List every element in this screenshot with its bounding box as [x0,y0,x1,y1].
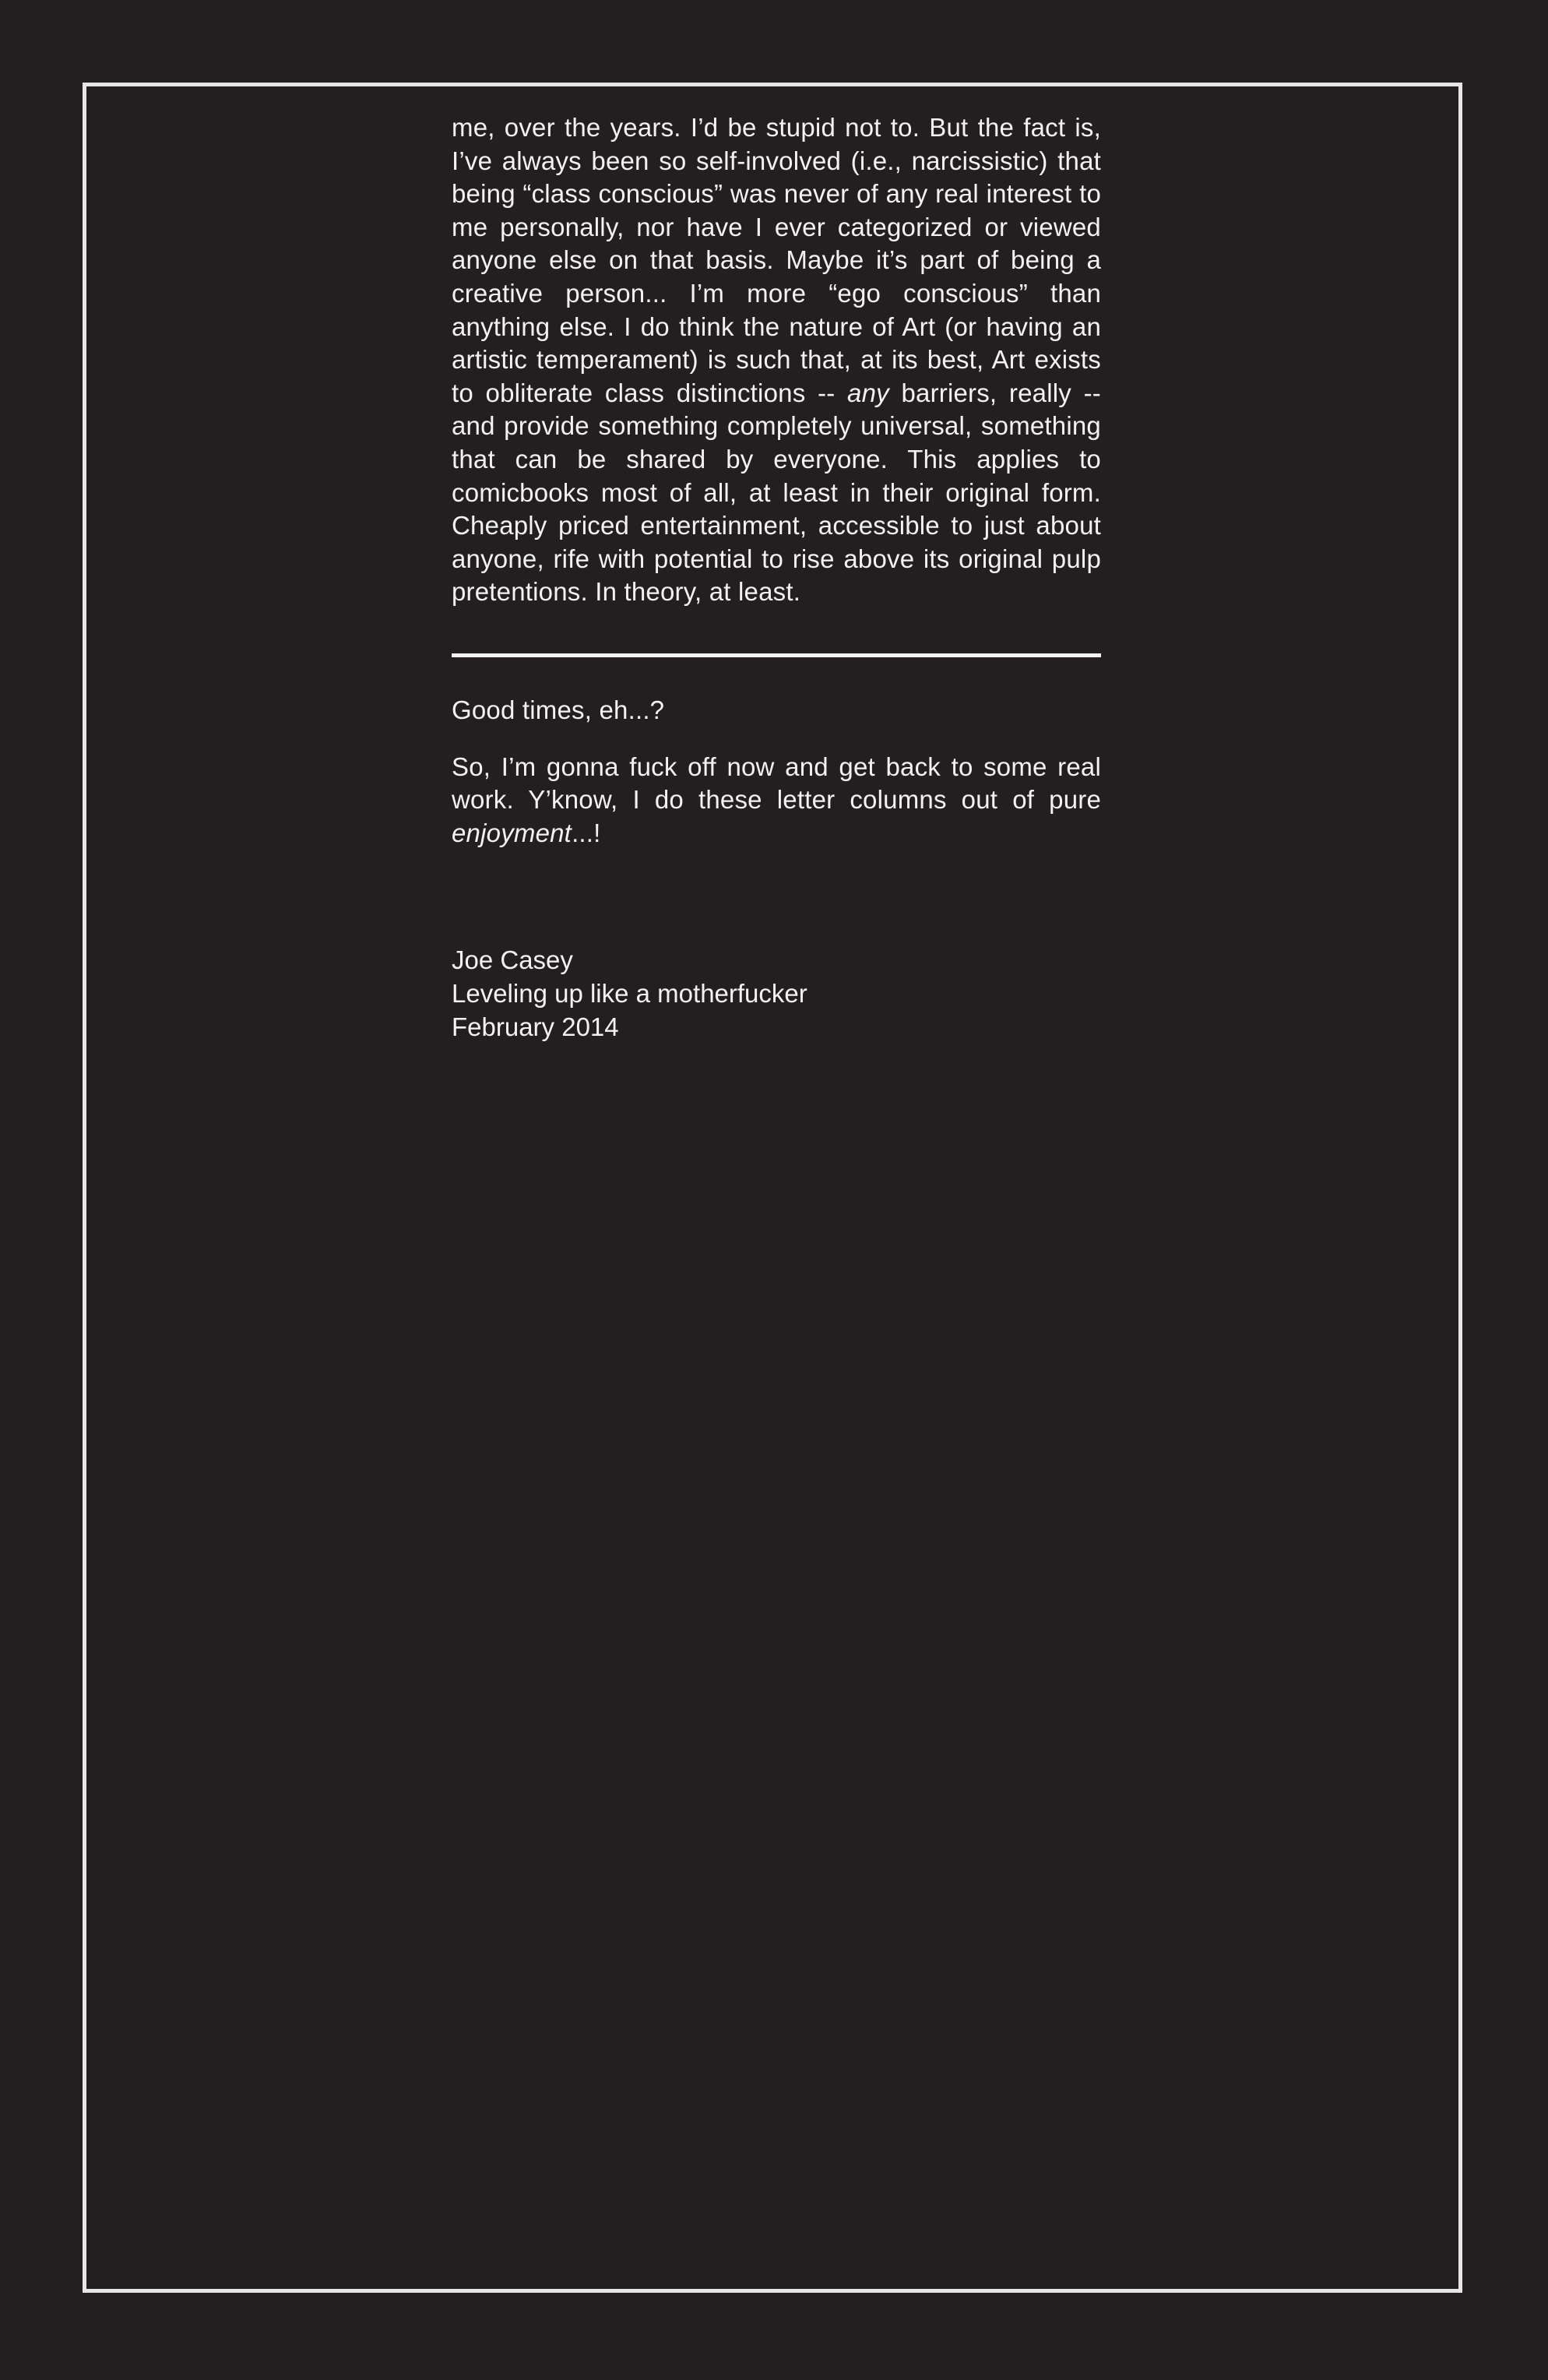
closing-text-italic: enjoyment [452,818,572,847]
body-paragraph [452,111,1101,609]
closing-paragraph [452,751,1101,850]
signature-tagline: Leveling up like a motherfucker [452,979,807,1009]
signature-date: February 2014 [452,1012,619,1042]
signature-block [452,943,1101,1044]
signature-name: Joe Casey [452,945,573,975]
closing-text-part-2: ...! [572,818,601,847]
good-times-line: Good times, eh...? [452,695,665,724]
section-divider [452,653,1101,657]
body-text-italic: any [847,378,889,407]
body-text-part-1: me, over the years. I’d be stupid not to. But the fact is, I’ve always been so self-involved (i.e., narcissistic) that being “class conscious” was never of any real interest to me personally, nor have I ever categorized or viewed anyone else on that basis. Maybe it’s part of being a creative person... I’m more “ego conscious” than anything else. I do think the nature of Art (or having an artistic temperament) is such that, at its best, Art exists to obliterate class distinctions -- [452,113,1101,407]
letter-column [452,111,1101,1044]
closing-text-part-1: So, I’m gonna fuck off now and get back to some real work. Y’know, I do these letter columns out of pure [452,752,1101,815]
body-text-part-2: barriers, really -- and provide something completely universal, something that can be shared by everyone. This applies to comicbooks most of all, at least in their original form. Cheaply priced entertainment, accessible to just about anyone, rife with potential to rise above its original pulp pretentions. In theory, at least. [452,378,1101,607]
